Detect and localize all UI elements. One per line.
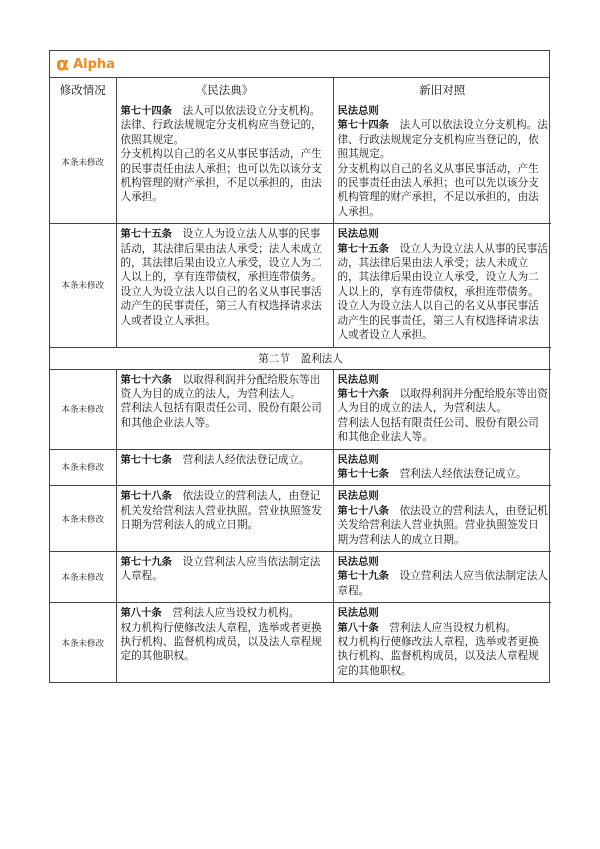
article-paragraph — [121, 555, 330, 584]
row-status: 本条未修改 — [50, 224, 116, 347]
article-paragraph — [121, 285, 330, 328]
article-paragraph — [338, 467, 549, 481]
article-number: 第七十四条 — [120, 105, 172, 117]
article-number: 第七十六条 — [337, 387, 389, 400]
article-paragraph — [338, 162, 549, 220]
source-law: 民法总则 — [337, 607, 379, 620]
article-text: 法人可以依法设立分支机构。法律、行政法规规定分支机构应当登记的，依照其规定。 — [120, 105, 322, 146]
header-civil-code: 《民法典》 — [116, 78, 333, 101]
article-paragraph — [121, 606, 330, 620]
article-text: 营利法人经依法登记成立。 — [399, 467, 527, 480]
source-law: 民法总则 — [337, 228, 379, 241]
article-paragraph — [338, 416, 549, 445]
article-text: 设立人为设立法人以自己的名义从事民事活动产生的民事责任，第三人有权选择请求法人或者设立人承担。 — [120, 285, 322, 327]
article-number: 第七十九条 — [120, 555, 172, 568]
article-text: 设立营利法人应当依法制定法人章程。 — [120, 555, 321, 583]
row-status: 本条未修改 — [50, 101, 116, 224]
article-paragraph — [338, 299, 549, 342]
section-title: 第二节 盈利法人 — [50, 347, 551, 369]
article-text: 分支机构以自己的名义从事民事活动，产生的民事责任由法人承担；也可以先以该分支机构管理的财产承担，不足以承担的，由法人承担。 — [337, 162, 539, 218]
civil-code-cell — [116, 449, 333, 486]
comparison-cell — [333, 486, 551, 552]
article-number: 第八十条 — [337, 621, 379, 634]
article-paragraph — [338, 635, 549, 678]
article-number: 第七十五条 — [337, 242, 389, 255]
article-paragraph — [121, 373, 330, 402]
row-status: 本条未修改 — [50, 486, 116, 552]
table-row — [50, 449, 551, 486]
comparison-cell — [333, 449, 551, 486]
article-text: 设立人为设立法人从事的民事活动，其法律后果由法人承受；法人未成立的，其法律后果由设立人承受，设立人为二人以上的，享有连带债权，承担连带债务。 — [337, 242, 548, 298]
civil-code-cell — [116, 486, 333, 552]
article-paragraph — [121, 104, 330, 147]
table-row — [50, 603, 551, 683]
article-paragraph — [121, 227, 330, 285]
article-text: 营利法人经依法登记成立。 — [182, 453, 310, 466]
article-number: 第八十条 — [120, 607, 162, 620]
row-status: 本条未修改 — [50, 449, 116, 486]
comparison-cell — [333, 369, 551, 449]
article-number: 第七十八条 — [120, 490, 172, 503]
article-number: 第七十四条 — [337, 119, 389, 132]
alpha-logo-icon: α — [56, 52, 70, 75]
article-paragraph — [121, 147, 330, 205]
article-paragraph — [121, 401, 330, 430]
civil-code-cell — [116, 603, 333, 683]
article-number: 第七十七条 — [120, 453, 172, 466]
article-text: 权力机构行使修改法人章程，选举或者更换执行机构、监督机构成员，以及法人章程规定的其他职权。 — [337, 636, 539, 677]
comparison-table — [50, 78, 551, 682]
article-text: 以取得利润并分配给股东等出资人为目的成立的法人，为营利法人。 — [337, 387, 548, 415]
article-text: 营利法人应当设权力机构。 — [172, 607, 300, 620]
brand-name: Alpha — [73, 56, 115, 72]
comparison-sheet — [49, 50, 550, 683]
article-paragraph — [121, 489, 330, 532]
article-paragraph — [338, 387, 549, 416]
civil-code-cell — [116, 101, 333, 224]
comparison-cell — [333, 224, 551, 347]
article-text: 设立人为设立法人从事的民事活动，其法律后果由法人承受；法人未成立的，其法律后果由设立人承受，设立人为二人以上的，享有连带债权，承担连带债务。 — [120, 228, 322, 284]
article-paragraph — [338, 504, 549, 547]
header-comparison: 新旧对照 — [333, 78, 551, 101]
article-text: 依法设立的营利法人，由登记机关发给营利法人营业执照。营业执照签发日期为营利法人的成立日期。 — [120, 490, 322, 532]
article-text: 法人可以依法设立分支机构。法律、行政法规规定分支机构应当登记的，依照其规定。 — [337, 119, 548, 161]
article-text: 营利法人包括有限责任公司、股份有限公司和其他企业法人等。 — [120, 402, 322, 429]
source-law: 民法总则 — [337, 373, 379, 386]
civil-code-cell — [116, 551, 333, 602]
civil-code-cell — [116, 224, 333, 347]
table-header-row — [50, 78, 551, 101]
article-paragraph — [338, 569, 549, 598]
article-number: 第七十八条 — [337, 504, 389, 517]
section-row — [50, 347, 551, 369]
article-text: 以取得利润并分配给股东等出资人为目的成立的法人，为营利法人。 — [120, 373, 321, 400]
article-paragraph — [338, 118, 549, 161]
article-paragraph — [121, 453, 330, 467]
row-status: 本条未修改 — [50, 369, 116, 449]
source-law: 民法总则 — [337, 490, 379, 503]
article-number: 第七十七条 — [337, 467, 389, 480]
article-text: 权力机构行使修改法人章程，选举或者更换执行机构、监督机构成员，以及法人章程规定的其他职权。 — [120, 621, 322, 663]
article-paragraph — [338, 242, 549, 300]
table-row — [50, 486, 551, 552]
comparison-cell — [333, 101, 551, 224]
comparison-cell — [333, 551, 551, 602]
article-number: 第七十五条 — [120, 228, 172, 241]
article-paragraph — [338, 621, 549, 635]
civil-code-cell — [116, 369, 333, 449]
source-law: 民法总则 — [337, 453, 379, 466]
article-text: 设立营利法人应当依法制定法人章程。 — [337, 570, 548, 597]
row-status: 本条未修改 — [50, 603, 116, 683]
article-text: 设立人为设立法人以自己的名义从事民事活动产生的民事责任，第三人有权选择请求法人或者设立人承担。 — [337, 300, 539, 342]
table-row — [50, 369, 551, 449]
article-number: 第七十六条 — [120, 373, 172, 386]
source-law: 民法总则 — [337, 105, 379, 117]
table-row — [50, 224, 551, 347]
article-paragraph — [121, 621, 330, 664]
comparison-cell — [333, 603, 551, 683]
article-text: 分支机构以自己的名义从事民事活动，产生的民事责任由法人承担；也可以先以该分支机构管理的财产承担，不足以承担的，由法人承担。 — [120, 148, 322, 204]
table-row — [50, 551, 551, 602]
table-row — [50, 101, 551, 224]
source-law: 民法总则 — [337, 555, 379, 568]
row-status: 本条未修改 — [50, 551, 116, 602]
article-text: 营利法人包括有限责任公司、股份有限公司和其他企业法人等。 — [337, 416, 539, 444]
article-text: 依法设立的营利法人，由登记机关发给营利法人营业执照。营业执照签发日期为营利法人的成立日期。 — [337, 504, 548, 546]
article-number: 第七十九条 — [337, 570, 389, 583]
brand-bar — [50, 51, 549, 78]
header-status: 修改情况 — [50, 78, 116, 101]
article-text: 营利法人应当设权力机构。 — [389, 621, 517, 634]
